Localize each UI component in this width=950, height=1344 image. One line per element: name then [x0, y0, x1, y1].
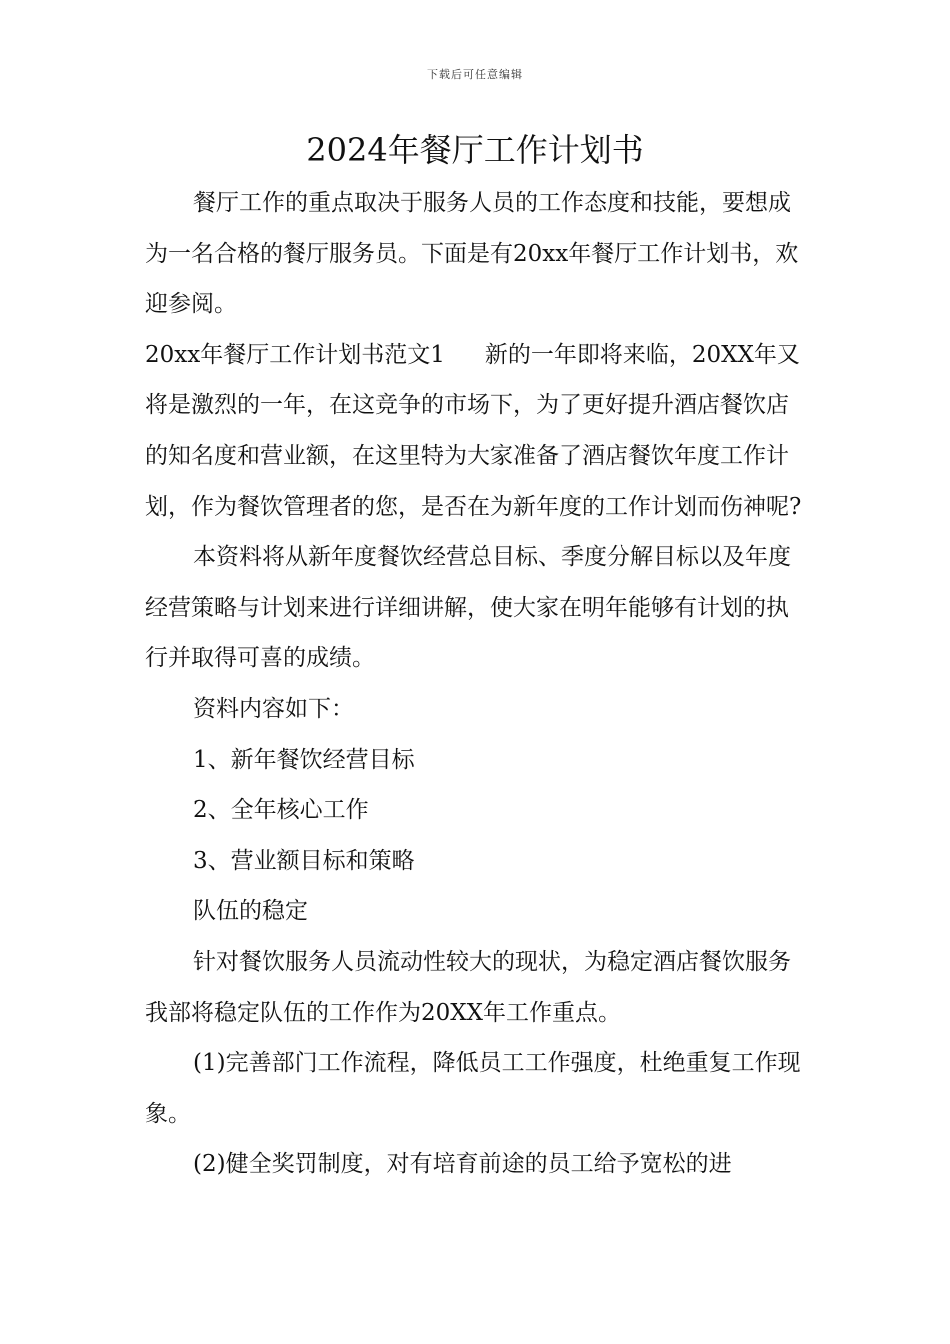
contents-item: 2、全年核心工作: [193, 797, 369, 824]
subheading: 队伍的稳定: [193, 898, 308, 925]
header-note: 下载后可任意编辑: [427, 68, 523, 81]
section-paragraph: [145, 330, 807, 532]
section-lead: 新的一年即将来临，20XX年又将是激烈的一年，在这竞争的市场下，为了更好提升酒店餐饮店的知名度和营业额，在这里特为大家准备了酒店餐饮年度工作计划，作为餐饮管理者的您，是否在为新年度的工作计划而伤神呢?: [145, 341, 802, 520]
contents-item: 1、新年餐饮经营目标: [193, 746, 415, 773]
document-title: 2024年餐厅工作计划书: [306, 131, 644, 169]
scope-paragraph: 本资料将从新年度餐饮经营总目标、季度分解目标以及年度经营策略与计划来进行详细讲解，使大家在明年能够有计划的执行并取得可喜的成绩。: [145, 544, 791, 672]
point-2: (2)健全奖罚制度，对有培育前途的员工给予宽松的进: [193, 1151, 732, 1178]
document-body: [145, 178, 807, 1190]
team-paragraph: 针对餐饮服务人员流动性较大的现状，为稳定酒店餐饮服务我部将稳定队伍的工作作为20XX年工作重点。: [145, 948, 791, 1026]
intro-paragraph: 餐厅工作的重点取决于服务人员的工作态度和技能，要想成为一名合格的餐厅服务员。下面是有20xx年餐厅工作计划书，欢迎参阅。: [145, 190, 799, 318]
section-heading: 20xx年餐厅工作计划书范文1: [145, 341, 445, 368]
contents-label: 资料内容如下：: [193, 695, 354, 722]
contents-item: 3、营业额目标和策略: [193, 847, 415, 874]
point-1: (1)完善部门工作流程，降低员工工作强度，杜绝重复工作现象。: [145, 1050, 801, 1127]
